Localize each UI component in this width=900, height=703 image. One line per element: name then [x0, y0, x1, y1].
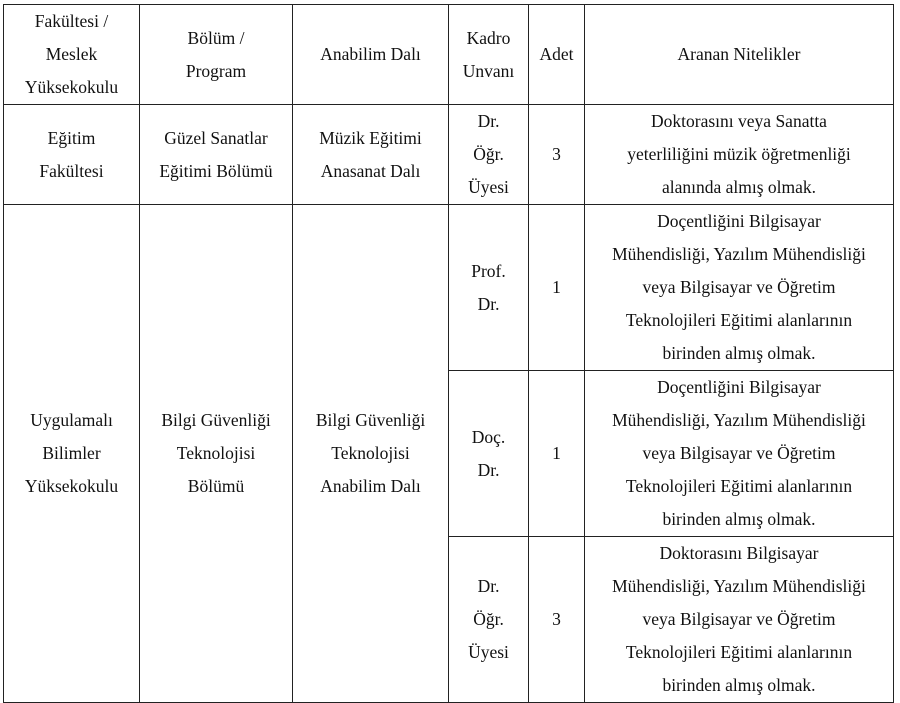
qualifications-line: birinden almış olmak. — [662, 509, 816, 529]
rank-line: Öğr. — [473, 609, 504, 629]
qualifications-line: veya Bilgisayar ve Öğretim — [642, 277, 836, 297]
header-department — [140, 5, 293, 105]
department-cell — [140, 205, 293, 703]
faculty-cell — [4, 105, 140, 205]
count-value: 3 — [552, 144, 561, 164]
division-line: Teknolojisi — [331, 443, 410, 463]
rank-line: Dr. — [477, 293, 500, 314]
header-division — [293, 5, 449, 105]
qualifications-line: Doktorasını Bilgisayar — [659, 543, 819, 563]
rank-cell — [449, 105, 529, 205]
qualifications-line: Doçentliğini Bilgisayar — [657, 377, 821, 397]
qualifications-line: Teknolojileri Eğitimi alanlarının — [625, 310, 853, 330]
qualifications-line: Teknolojileri Eğitimi alanlarının — [625, 642, 853, 662]
faculty-line: Fakültesi — [39, 160, 104, 181]
rank-line: Dr. — [477, 459, 500, 480]
header-row — [4, 5, 894, 105]
division-line: Anasanat Dalı — [320, 160, 421, 181]
qualifications-line: Doktorasını veya Sanatta — [651, 111, 827, 131]
qualifications-line: Mühendisliği, Yazılım Mühendisliği — [612, 576, 866, 596]
table-header — [4, 5, 894, 105]
rank-line: Dr. — [477, 576, 500, 596]
count-value: 1 — [552, 443, 561, 463]
count-cell — [529, 105, 585, 205]
rank-line: Öğr. — [473, 144, 504, 164]
rank-cell — [449, 537, 529, 703]
rank-line: Üyesi — [468, 177, 509, 197]
department-line: Bölümü — [187, 476, 245, 496]
header-faculty-line: Fakültesi / — [34, 11, 109, 31]
qualifications-cell — [585, 205, 894, 371]
rank-line: Doç. — [471, 426, 506, 447]
department-line: Güzel Sanatlar — [164, 127, 268, 148]
department-line: Teknolojisi — [176, 443, 256, 463]
header-faculty — [4, 5, 140, 105]
table-row — [4, 205, 894, 371]
qualifications-cell — [585, 371, 894, 537]
header-rank-line: Unvanı — [462, 60, 515, 81]
department-line: Bilgi Güvenliği — [161, 410, 271, 430]
qualifications-line: Mühendisliği, Yazılım Mühendisliği — [612, 244, 866, 264]
qualifications-line: veya Bilgisayar ve Öğretim — [642, 443, 836, 463]
department-line: Eğitimi Bölümü — [159, 160, 273, 181]
faculty-line: Eğitim — [47, 127, 96, 148]
qualifications-line: Teknolojileri Eğitimi alanlarının — [625, 476, 853, 496]
faculty-cell — [4, 205, 140, 703]
header-faculty-line: Meslek — [45, 44, 98, 64]
faculty-line: Yüksekokulu — [24, 476, 119, 496]
qualifications-line: yeterliliğini müzik öğretmenliği — [627, 144, 851, 164]
rank-cell — [449, 205, 529, 371]
count-cell — [529, 205, 585, 371]
header-department-line: Program — [185, 60, 247, 81]
academic-staff-table — [3, 4, 894, 703]
table-row — [4, 105, 894, 205]
table-body — [4, 105, 894, 703]
division-cell — [293, 205, 449, 703]
qualifications-cell — [585, 105, 894, 205]
header-qualifications-line: Aranan Nitelikler — [677, 44, 801, 64]
faculty-line: Uygulamalı — [30, 410, 113, 430]
qualifications-line: veya Bilgisayar ve Öğretim — [642, 609, 836, 629]
header-division-line: Anabilim Dalı — [320, 44, 421, 64]
qualifications-line: Mühendisliği, Yazılım Mühendisliği — [612, 410, 866, 430]
qualifications-line: birinden almış olmak. — [662, 675, 816, 695]
division-line: Müzik Eğitimi — [319, 127, 422, 148]
qualifications-cell — [585, 537, 894, 703]
division-line: Anabilim Dalı — [320, 476, 421, 496]
department-cell — [140, 105, 293, 205]
header-count-line: Adet — [539, 44, 574, 64]
header-faculty-line: Yüksekokulu — [24, 77, 119, 97]
header-rank-line: Kadro — [466, 27, 511, 48]
rank-line: Dr. — [477, 111, 500, 131]
header-rank — [449, 5, 529, 105]
division-line: Bilgi Güvenliği — [315, 410, 426, 430]
division-cell — [293, 105, 449, 205]
qualifications-line: birinden almış olmak. — [662, 343, 816, 363]
header-department-line: Bölüm / — [187, 27, 245, 48]
header-qualifications — [585, 5, 894, 105]
count-value: 1 — [552, 277, 561, 297]
faculty-line: Bilimler — [42, 443, 101, 463]
qualifications-line: alanında almış olmak. — [661, 177, 817, 197]
rank-line: Üyesi — [468, 642, 509, 662]
rank-line: Prof. — [471, 260, 506, 281]
rank-cell — [449, 371, 529, 537]
count-cell — [529, 371, 585, 537]
qualifications-line: Doçentliğini Bilgisayar — [657, 211, 821, 231]
count-value: 3 — [552, 609, 561, 629]
count-cell — [529, 537, 585, 703]
header-count — [529, 5, 585, 105]
